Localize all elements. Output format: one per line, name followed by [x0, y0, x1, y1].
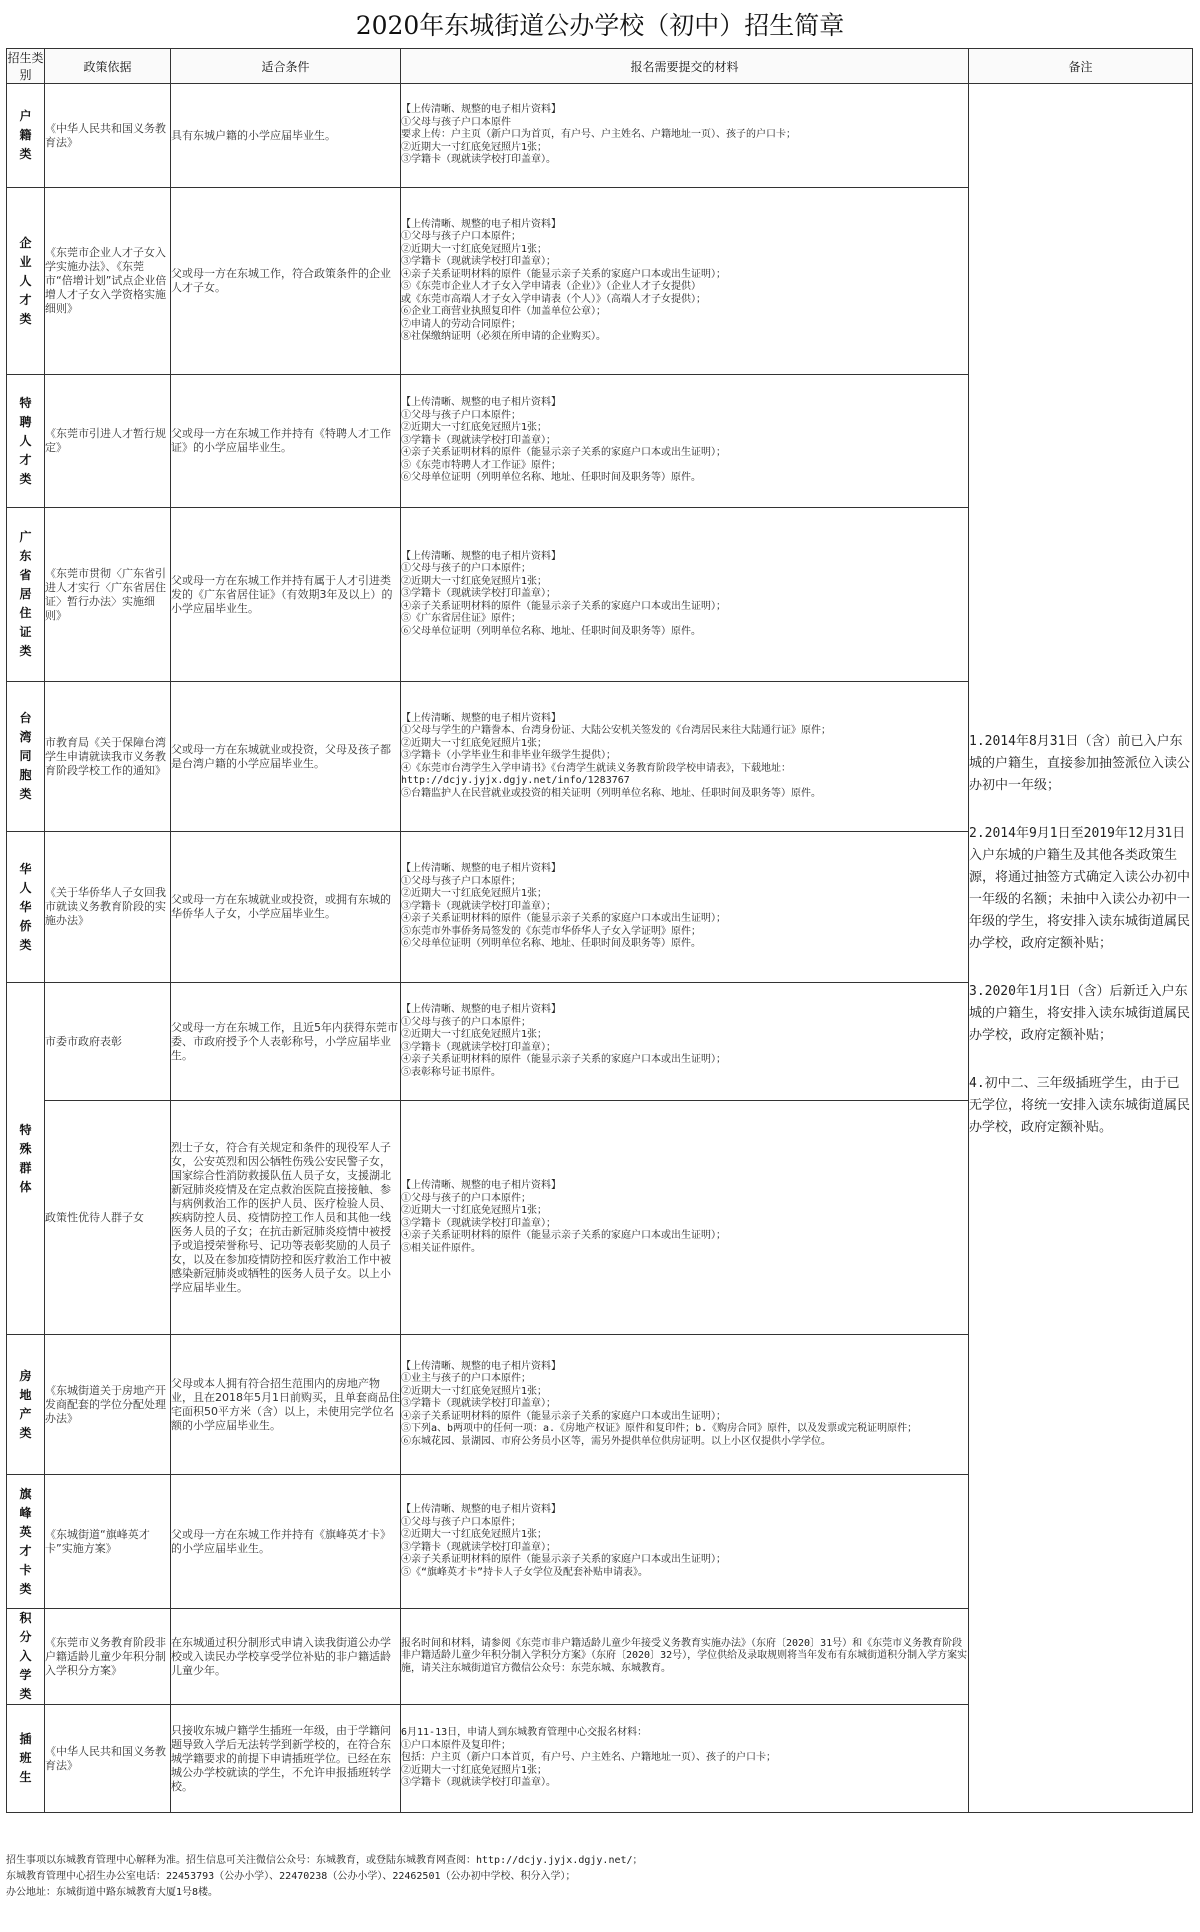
material-line: ③学籍卡（现就读学校打印盖章）。	[401, 1777, 556, 1789]
row-policy-basis: 《东莞市义务教育阶段非户籍适龄儿童少年积分制入学积分方案》	[45, 1609, 171, 1705]
material-line: ②近期大一寸红底免冠照片1张；	[401, 141, 548, 153]
material-line: 报名时间和材料，请参阅《东莞市非户籍适龄儿童少年接受义务教育实施办法》（东府〔2020〕31号）和《东莞市义务教育阶段非户籍适龄儿童少年积分制入学积分方案》（东府〔2020〕32号），学位供给及录取规则将当年发布有东城街道积分制入学方案实施，请关注东城街道官方微信公众号：东莞东城、东城教育。	[401, 1637, 968, 1674]
material-line: ③学籍卡（现就读学校打印盖章）。	[401, 154, 556, 166]
material-line: ⑤《东莞市特聘人才工作证》原件；	[401, 459, 561, 471]
row-policy-basis: 市委市政府表彰	[45, 983, 171, 1101]
footer-line: 招生事项以东城教育管理中心解释为准。招生信息可关注微信公众号：东城教育，或登陆东城教育网查阅：http://dcjy.jyjx.dgjy.net/；	[6, 1855, 643, 1866]
material-line: ②近期大一寸红底免冠照片1张；	[401, 1385, 548, 1397]
material-line: 【上传清晰、规整的电子相片资料】	[401, 397, 561, 409]
table-row	[7, 84, 1193, 188]
table-header-row	[7, 49, 1193, 84]
material-line: ③学籍卡（现就读学校打印盖章）；	[401, 434, 556, 446]
material-line: ⑥企业工商营业执照复印件（加盖单位公章）；	[401, 306, 606, 317]
footer-line: 办公地址：东城街道中路东城教育大厦1号8楼。	[6, 1887, 219, 1898]
material-line: ⑤台籍监护人在民营就业或投资的相关证明（列明单位名称、地址、任职时间及职务等）原件。	[401, 787, 821, 799]
row-policy-basis: 《东莞市引进人才暂行规定》	[45, 375, 171, 508]
row-policy-basis: 《东城街道“旗峰英才卡”实施方案》	[45, 1475, 171, 1609]
material-line: ⑥父母单位证明（列明单位名称、地址、任职时间及职务等）原件。	[401, 472, 701, 484]
remarks-cell	[969, 84, 1193, 1813]
material-line: ⑥东城花园、景湖园、市府公务员小区等，需另外提供单位供房证明。以上小区仅提供小学学位。	[401, 1435, 831, 1447]
row-category: 旗 峰 英 才 卡 类	[7, 1475, 45, 1609]
row-materials	[401, 1705, 969, 1813]
material-line: ③学籍卡（小学毕业生和非毕业年级学生提供）；	[401, 750, 616, 762]
material-line: ①父母与孩子户口本原件；	[401, 1516, 521, 1528]
row-condition: 父或母一方在东城就业或投资，父母及孩子都是台湾户籍的小学应届毕业生。	[171, 682, 401, 832]
material-line: http://dcjy.jyjx.dgjy.net/info/1283767	[401, 775, 630, 787]
material-line: 【上传清晰、规整的电子相片资料】	[401, 1504, 561, 1515]
row-condition: 父或母一方在东城工作，符合政策条件的企业人才子女。	[171, 188, 401, 375]
header-basis: 政策依据	[45, 49, 171, 84]
row-policy-basis: 《中华人民共和国义务教育法》	[45, 1705, 171, 1813]
row-materials	[401, 1475, 969, 1609]
row-condition: 父或母一方在东城就业或投资，或拥有东城的华侨华人子女，小学应届毕业生。	[171, 832, 401, 983]
row-policy-basis: 市教育局《关于保障台湾学生申请就读我市义务教育阶段学校工作的通知》	[45, 682, 171, 832]
row-condition: 父或母一方在东城工作并持有《特聘人才工作证》的小学应届毕业生。	[171, 375, 401, 508]
row-policy-basis: 《东莞市企业人才子女入学实施办法》、《东莞市“倍增计划”试点企业倍增人才子女入学资格实施细则》	[45, 188, 171, 375]
material-line: ②近期大一寸红底免冠照片1张；	[401, 243, 548, 255]
material-line: ②近期大一寸红底免冠照片1张；	[401, 888, 548, 900]
row-materials	[401, 1609, 969, 1705]
material-line: ①业主与孩子的户口本原件；	[401, 1373, 531, 1385]
material-line: ①父母与孩子户口本原件；	[401, 409, 521, 421]
row-materials	[401, 508, 969, 682]
material-line: ②近期大一寸红底免冠照片1张；	[401, 575, 548, 587]
row-category: 华 人 华 侨 类	[7, 832, 45, 983]
material-line: ③学籍卡（现就读学校打印盖章）；	[401, 1398, 556, 1410]
material-line: ④亲子关系证明材料的原件（能显示亲子关系的家庭户口本或出生证明）；	[401, 600, 726, 612]
row-condition: 父母或本人拥有符合招生范围内的房地产物业，且在2018年5月1日前购买，且单套商品住宅面积50平方米（含）以上，未使用完学位名额的小学应届毕业生。	[171, 1335, 401, 1475]
row-materials	[401, 375, 969, 508]
material-line: ③学籍卡（现就读学校打印盖章）；	[401, 900, 556, 912]
material-line: ③学籍卡（现就读学校打印盖章）；	[401, 588, 556, 600]
table-body	[7, 84, 1193, 1813]
row-condition: 父或母一方在东城工作并持有属于人才引进类发的《广东省居住证》（有效期3年及以上）的小学应届毕业生。	[171, 508, 401, 682]
material-line: 【上传清晰、规整的电子相片资料】	[401, 1004, 561, 1015]
row-materials	[401, 84, 969, 188]
material-line: ⑤相关证件原件。	[401, 1242, 481, 1254]
footer-notes	[6, 1853, 1192, 1901]
material-line: ⑥父母单位证明（列明单位名称、地址、任职时间及职务等）原件。	[401, 625, 701, 637]
row-condition: 父或母一方在东城工作并持有《旗峰英才卡》的小学应届毕业生。	[171, 1475, 401, 1609]
header-condition: 适合条件	[171, 49, 401, 84]
material-line: ③学籍卡（现就读学校打印盖章）；	[401, 256, 556, 267]
material-line: 【上传清晰、规整的电子相片资料】	[401, 1180, 561, 1191]
material-line: ③学籍卡（现就读学校打印盖章）；	[401, 1041, 556, 1053]
material-line: ②近期大一寸红底免冠照片1张；	[401, 1529, 548, 1540]
material-line: 6月11-13日，申请人到东城教育管理中心交报名材料：	[401, 1727, 648, 1739]
row-materials	[401, 832, 969, 983]
row-materials	[401, 983, 969, 1101]
material-line: 或《东莞市高端人才子女入学申请表（个人）》（高端人才子女提供）；	[401, 293, 706, 305]
row-condition: 具有东城户籍的小学应届毕业生。	[171, 84, 401, 188]
row-category: 插 班 生	[7, 1705, 45, 1813]
row-category: 户 籍 类	[7, 84, 45, 188]
row-condition: 父或母一方在东城工作，且近5年内获得东莞市委、市政府授予个人表彰称号，小学应届毕业生。	[171, 983, 401, 1101]
row-materials	[401, 1101, 969, 1335]
row-policy-basis: 《关于华侨华人子女回我市就读义务教育阶段的实施办法》	[45, 832, 171, 983]
remark-item: 4.初中二、三年级插班学生，由于已无学位，将统一安排入读东城街道属民办学校，政府定额补贴。	[969, 1076, 1191, 1135]
row-policy-basis: 《东城街道关于房地产开发商配套的学位分配处理办法》	[45, 1335, 171, 1475]
header-remarks: 备注	[969, 49, 1193, 84]
material-line: 【上传清晰、规整的电子相片资料】	[401, 104, 561, 116]
material-line: 要求上传：户主页（新户口为首页，有户号、户主姓名、户籍地址一页）、孩子的户口卡；	[401, 129, 796, 141]
row-materials	[401, 188, 969, 375]
material-line: ⑤《“旗峰英才卡”持卡人子女学位及配套补贴申请表》。	[401, 1566, 649, 1578]
material-line: ④亲子关系证明材料的原件（能显示亲子关系的家庭户口本或出生证明）；	[401, 1554, 726, 1565]
material-line: ①父母与学生的户籍誊本、台湾身份证、大陆公安机关签发的《台湾居民来往大陆通行证》原件；	[401, 725, 831, 737]
row-category: 企 业 人 才 类	[7, 188, 45, 375]
remark-item: 1.2014年8月31日（含）前已入户东城的户籍生，直接参加抽签派位入读公办初中一年级；	[969, 734, 1191, 793]
row-category: 特 聘 人 才 类	[7, 375, 45, 508]
remark-item: 3.2020年1月1日（含）后新迁入户东城的户籍生，将安排入读东城街道属民办学校，政府定额补贴；	[969, 984, 1191, 1043]
material-line: ④亲子关系证明材料的原件（能显示亲子关系的家庭户口本或出生证明）；	[401, 1230, 726, 1241]
header-materials: 报名需要提交的材料	[401, 49, 969, 84]
material-line: ①父母与孩子户口本原件；	[401, 231, 521, 242]
material-line: ⑥父母单位证明（列明单位名称、地址、任职时间及职务等）原件。	[401, 938, 701, 950]
material-line: ①父母与孩子的户口本原件；	[401, 1016, 531, 1028]
material-line: ①户口本原件及复印件；	[401, 1739, 511, 1751]
material-line: 【上传清晰、规整的电子相片资料】	[401, 218, 561, 230]
material-line: ⑤《广东省居住证》原件；	[401, 613, 521, 625]
remark-item: 2.2014年9月1日至2019年12月31日入户东城的户籍生及其他各类政策生源，将通过抽签方式确定入读公办初中一年级的名额；未抽中入读公办初中一年级的学生，将安排入读东城街道属民办学校，政府定额补贴；	[969, 826, 1191, 951]
material-line: ①父母与孩子户口本原件	[401, 116, 511, 128]
material-line: ③学籍卡（现就读学校打印盖章）；	[401, 1541, 556, 1553]
row-condition: 烈士子女，符合有关规定和条件的现役军人子女，公安英烈和因公牺牲伤残公安民警子女，国家综合性消防救援队伍人员子女，支援湖北新冠肺炎疫情及在定点救治医院直接接触、参与病例救治工作的医护人员、医疗检验人员、疾病防控人员、疫情防控工作人员和其他一线医务人员的子女；在抗击新冠肺炎疫情中被授予或追授荣誉称号、记功等表彰奖励的人员子女，以及在参加疫情防控和医疗救治工作中被感染新冠肺炎或牺牲的医务人员子女。以上小学应届毕业生。	[171, 1101, 401, 1335]
row-materials	[401, 1335, 969, 1475]
page-title: 2020年东城街道公办学校（初中）招生简章	[355, 11, 845, 40]
row-category: 广 东 省 居 住 证 类	[7, 508, 45, 682]
material-line: ④亲子关系证明材料的原件（能显示亲子关系的家庭户口本或出生证明）；	[401, 268, 726, 280]
material-line: 【上传清晰、规整的电子相片资料】	[401, 712, 561, 724]
enrollment-table	[6, 48, 1193, 1813]
row-category: 台 湾 同 胞 类	[7, 682, 45, 832]
material-line: ③学籍卡（现就读学校打印盖章）；	[401, 1217, 556, 1229]
row-category: 积 分 入 学 类	[7, 1609, 45, 1705]
material-line: ②近期大一寸红底免冠照片1张；	[401, 1205, 548, 1216]
row-condition: 只接收东城户籍学生插班一年级，由于学籍问题导致入学后无法转学到新学校的，在符合东城学籍要求的前提下申请插班学位。已经在东城公办学校就读的学生，不允许申报插班转学校。	[171, 1705, 401, 1813]
material-line: ②近期大一寸红底免冠照片1张；	[401, 1764, 548, 1776]
footer-line: 东城教育管理中心招生办公室电话：22453793（公办小学）、22470238（公办小学）、22462501（公办初中学校、积分入学）；	[6, 1871, 576, 1882]
header-category: 招生类别	[7, 49, 45, 84]
row-category: 房 地 产 类	[7, 1335, 45, 1475]
material-line: ①父母与孩子的户口本原件；	[401, 563, 531, 575]
material-line: ②近期大一寸红底免冠照片1张；	[401, 737, 548, 749]
material-line: 【上传清晰、规整的电子相片资料】	[401, 550, 561, 562]
material-line: ④亲子关系证明材料的原件（能显示亲子关系的家庭户口本或出生证明）；	[401, 1054, 726, 1065]
row-condition: 在东城通过积分制形式申请入读我街道公办学校或入读民办学校享受学位补贴的非户籍适龄儿童少年。	[171, 1609, 401, 1705]
material-line: ④亲子关系证明材料的原件（能显示亲子关系的家庭户口本或出生证明）；	[401, 913, 726, 925]
material-line: ④亲子关系证明材料的原件（能显示亲子关系的家庭户口本或出生证明）；	[401, 1410, 726, 1422]
material-line: ②近期大一寸红底免冠照片1张；	[401, 1029, 548, 1040]
material-line: 【上传清晰、规整的电子相片资料】	[401, 863, 561, 875]
material-line: ①父母与孩子的户口本原件；	[401, 1192, 531, 1204]
material-line: ⑧社保缴纳证明（必须在所申请的企业购买）。	[401, 331, 606, 342]
material-line: 包括：户主页（新户口本首页，有户号、户主姓名、户籍地址一页）、孩子的户口卡；	[401, 1752, 776, 1764]
material-line: ④亲子关系证明材料的原件（能显示亲子关系的家庭户口本或出生证明）；	[401, 447, 726, 459]
material-line: ⑤表彰称号证书原件。	[401, 1066, 501, 1078]
material-line: ⑤下列a、b两项中的任何一项：a.《房地产权证》原件和复印件；b.《购房合同》原件，以及发票或完税证明原件；	[401, 1423, 918, 1435]
material-line: ①父母与孩子户口本原件；	[401, 875, 521, 887]
row-policy-basis: 《东莞市贯彻〈广东省引进人才实行〈广东省居住证〉暂行办法〉实施细则》	[45, 508, 171, 682]
material-line: ⑦申请人的劳动合同原件；	[401, 318, 521, 330]
material-line: ⑤《东莞市企业人才子女入学申请表（企业）》（企业人才子女提供）	[401, 281, 701, 292]
material-line: ②近期大一寸红底免冠照片1张；	[401, 422, 548, 434]
row-policy-basis: 政策性优待人群子女	[45, 1101, 171, 1335]
row-category: 特 殊 群 体	[7, 983, 45, 1335]
row-policy-basis: 《中华人民共和国义务教育法》	[45, 84, 171, 188]
material-line: ④《东莞市台湾学生入学申请书》《台湾学生就读义务教育阶段学校申请表》，下载地址：	[401, 762, 791, 774]
material-line: 【上传清晰、规整的电子相片资料】	[401, 1360, 561, 1372]
material-line: ⑤东莞市外事侨务局签发的《东莞市华侨华人子女入学证明》原件；	[401, 925, 701, 937]
row-materials	[401, 682, 969, 832]
